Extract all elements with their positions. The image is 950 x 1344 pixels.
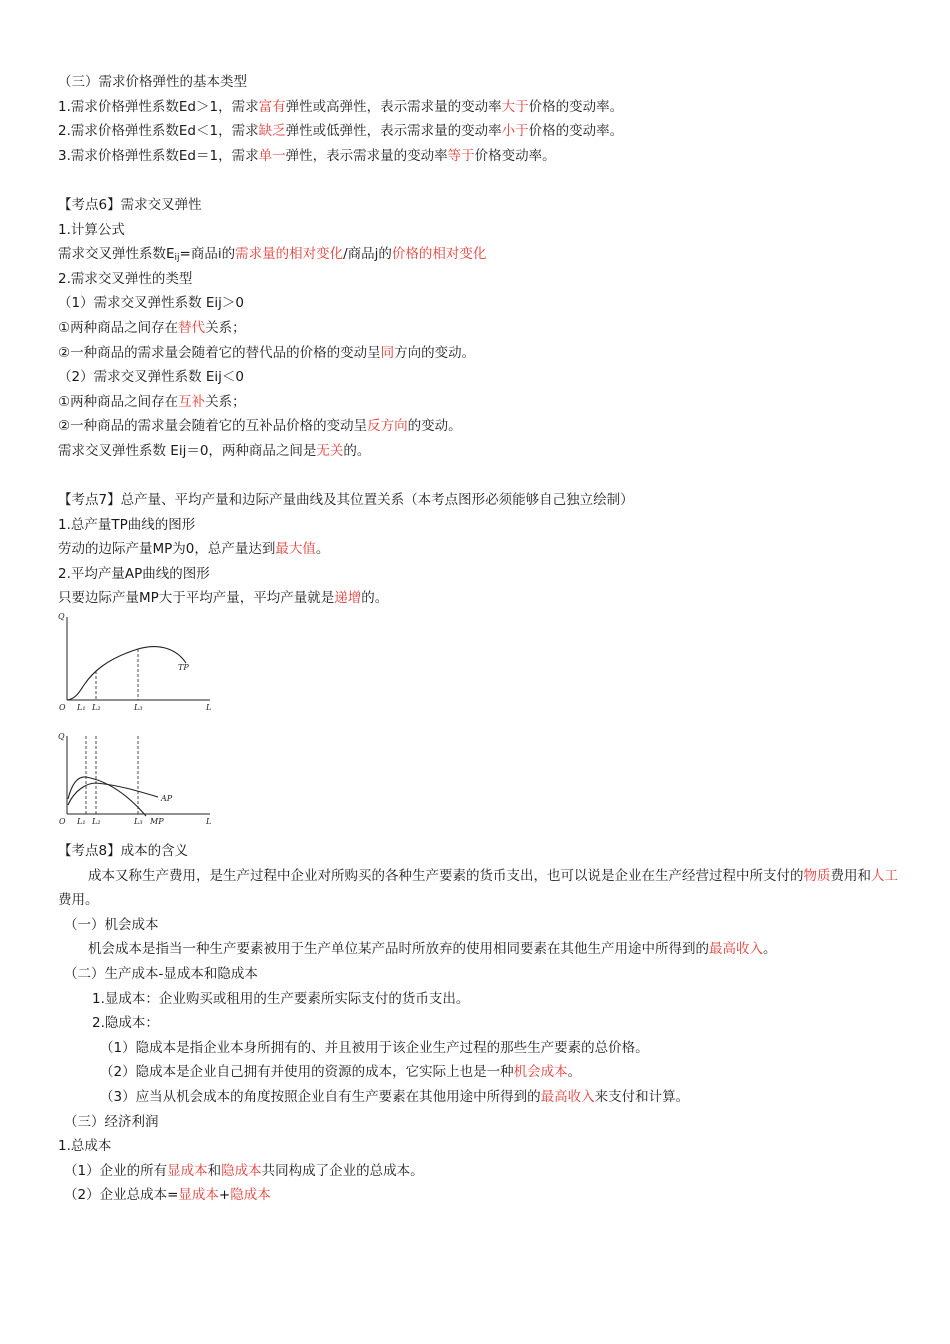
subheading: 1.总成本 bbox=[58, 1138, 112, 1155]
section-title: （三）需求价格弹性的基本类型 bbox=[58, 74, 247, 90]
text-line: （1）需求交叉弹性系数 Eij＞0 bbox=[58, 295, 245, 312]
section-title: 【考点8】成本的含义 bbox=[58, 843, 189, 860]
text-line: 2.隐成本： bbox=[92, 1015, 159, 1032]
text-line: 机会成本是指当一种生产要素被用于生产单位某产品时所放弃的使用相同要素在其他生产用途中所得到的最高收入。 bbox=[88, 941, 777, 958]
text-line: （3）应当从机会成本的角度按照企业自有生产要素在其他用途中所得到的最高收入来支付和计算。 bbox=[100, 1089, 690, 1105]
text-line: ①两种商品之间存在互补关系； bbox=[58, 393, 246, 410]
text-line: （1）隐成本是指企业本身所拥有的、并且被用于该企业生产过程的那些生产要素的总价格。 bbox=[100, 1039, 649, 1056]
text-line: 1.需求价格弹性系数Ed＞1，需求富有弹性或高弹性，表示需求量的变动率大于价格的变动率。 bbox=[58, 98, 624, 115]
paragraph: 成本又称生产费用，是生产过程中企业对所购买的各种生产要素的货币支出，也可以说是企业在生产经营过程中所支付的物质费用和人工费用。 bbox=[58, 867, 898, 909]
section-title: 【考点7】总产量、平均产量和边际产量曲线及其位置关系（本考点图形必须能够自己独立绘制） bbox=[58, 492, 634, 509]
apmp-tick-l1: L₁ bbox=[77, 817, 86, 827]
subheading: （三）经济利润 bbox=[64, 1113, 159, 1130]
subheading: （一）机会成本 bbox=[64, 916, 159, 933]
ap-curve-label: AP bbox=[161, 794, 173, 804]
apmp-tick-l2: L₂ bbox=[92, 817, 101, 827]
text-line: （2）企业总成本=显成本+隐成本 bbox=[64, 1187, 271, 1204]
tp-chart bbox=[58, 612, 211, 712]
text-line: 劳动的边际产量MP为0，总产量达到最大值。 bbox=[58, 541, 330, 558]
text-line: 只要边际产量MP大于平均产量，平均产量就是递增的。 bbox=[58, 590, 389, 607]
tp-curve-label: TP bbox=[178, 663, 189, 673]
ap-mp-chart bbox=[58, 732, 211, 826]
apmp-chart-ylabel: Q bbox=[58, 732, 65, 742]
tp-chart-origin: O bbox=[59, 703, 66, 713]
text-line: （2）隐成本是企业自己拥有并使用的资源的成本，它实际上也是一种机会成本。 bbox=[100, 1064, 582, 1081]
tp-tick-l1: L₁ bbox=[77, 703, 86, 713]
apmp-tick-l3: L₃ bbox=[134, 817, 143, 827]
production-curves-figure bbox=[58, 611, 898, 839]
tp-tick-l3: L₃ bbox=[134, 703, 143, 713]
document-page bbox=[58, 70, 898, 1208]
subheading: 2.平均产量AP曲线的图形 bbox=[58, 565, 210, 582]
subheading: 1.计算公式 bbox=[58, 221, 125, 238]
mp-curve bbox=[68, 777, 146, 816]
section-title: 【考点6】需求交叉弹性 bbox=[58, 196, 202, 213]
text-line: 2.需求价格弹性系数Ed＜1，需求缺乏弹性或低弹性，表示需求量的变动率小于价格的变动率。 bbox=[58, 123, 624, 140]
text-line: ②一种商品的需求量会随着它的互补品价格的变动呈反方向的变动。 bbox=[58, 418, 462, 435]
text-line: 1.显成本：企业购买或租用的生产要素所实际支付的货币支出。 bbox=[92, 990, 470, 1007]
text-line: ①两种商品之间存在替代关系； bbox=[58, 319, 246, 336]
tp-chart-xlabel: L bbox=[206, 703, 212, 713]
apmp-chart-xlabel: L bbox=[206, 817, 212, 827]
subheading: （二）生产成本-显成本和隐成本 bbox=[64, 966, 258, 983]
subheading: 1.总产量TP曲线的图形 bbox=[58, 516, 196, 533]
tp-chart-ylabel: Q bbox=[58, 612, 65, 622]
ap-curve bbox=[68, 783, 158, 805]
apmp-chart-origin: O bbox=[59, 817, 66, 827]
text-line: （2）需求交叉弹性系数 Eij＜0 bbox=[58, 369, 245, 386]
text-line: 3.需求价格弹性系数Ed＝1，需求单一弹性，表示需求量的变动率等于价格变动率。 bbox=[58, 147, 556, 164]
tp-curve bbox=[67, 647, 186, 700]
subheading: 2.需求交叉弹性的类型 bbox=[58, 270, 193, 287]
text-line: ②一种商品的需求量会随着它的替代品的价格的变动呈同方向的变动。 bbox=[58, 344, 476, 361]
text-line: 需求交叉弹性系数 Eij＝0，两种商品之间是无关的。 bbox=[58, 442, 371, 459]
mp-curve-label: MP bbox=[150, 817, 164, 827]
text-line: （1）企业的所有显成本和隐成本共同构成了企业的总成本。 bbox=[64, 1162, 424, 1179]
formula-line: 需求交叉弹性系数$E_{ij}=$商品i的需求量的相对变化/商品j的价格的相对变化 bbox=[58, 246, 487, 264]
tp-tick-l2: L₂ bbox=[92, 703, 101, 713]
